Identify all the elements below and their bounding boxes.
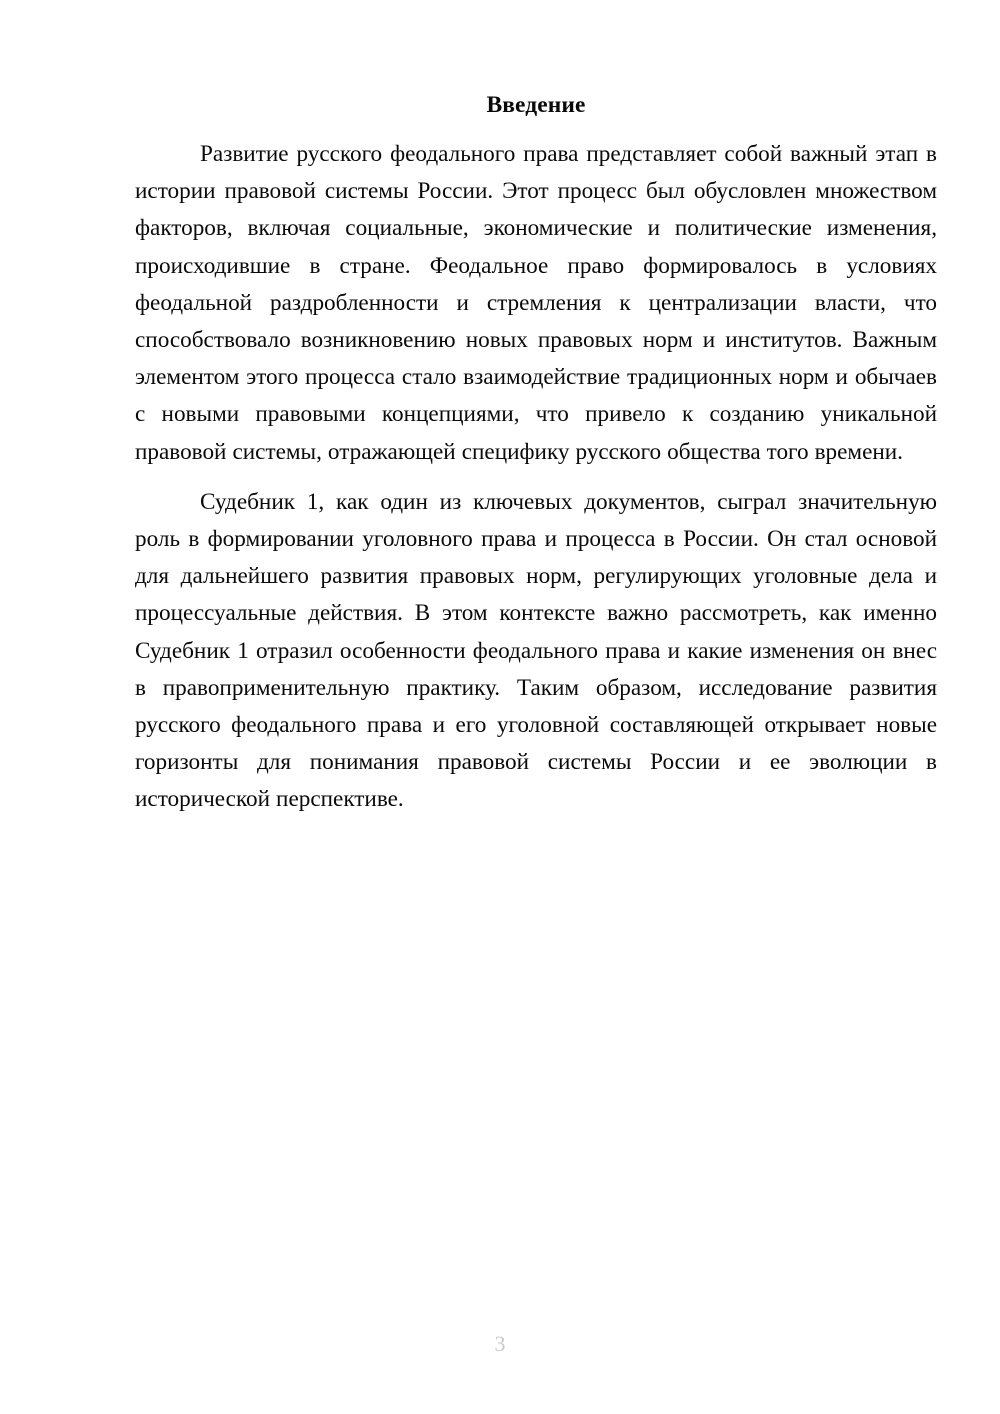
page-title: Введение bbox=[486, 92, 586, 118]
page-number: 3 bbox=[494, 1331, 506, 1356]
paragraph-2: Судебник 1, как один из ключевых документов, сыграл значительную роль в формировании уголовного права и процесса в России. Он стал основой для дальнейшего развития правовых норм, регулирующих уголовные дела и процессуальные действия. В этом контексте важно рассмотреть, как именно Судебник 1 отразил особенности феодального права и какие изменения он внес в правоприменительную практику. Таким образом, исследование развития русского феодального права и его уголовной составляющей открывает новые горизонты для понимания правовой системы России и ее эволюции в исторической перспективе. bbox=[135, 488, 937, 813]
paragraph-1: Развитие русского феодального права представляет собой важный этап в истории правовой системы России. Этот процесс был обусловлен множеством факторов, включая социальные, экономические и политические изменения, происходившие в стране. Феодальное право формировалось в условиях феодальной раздробленности и стремления к централизации власти, что способствовало возникновению новых правовых норм и институтов. Важным элементом этого процесса стало взаимодействие традиционных норм и обычаев с новыми правовыми концепциями, что привело к созданию уникальной правовой системы, отражающей специфику русского общества того времени. bbox=[135, 141, 937, 465]
document-body bbox=[135, 88, 937, 819]
